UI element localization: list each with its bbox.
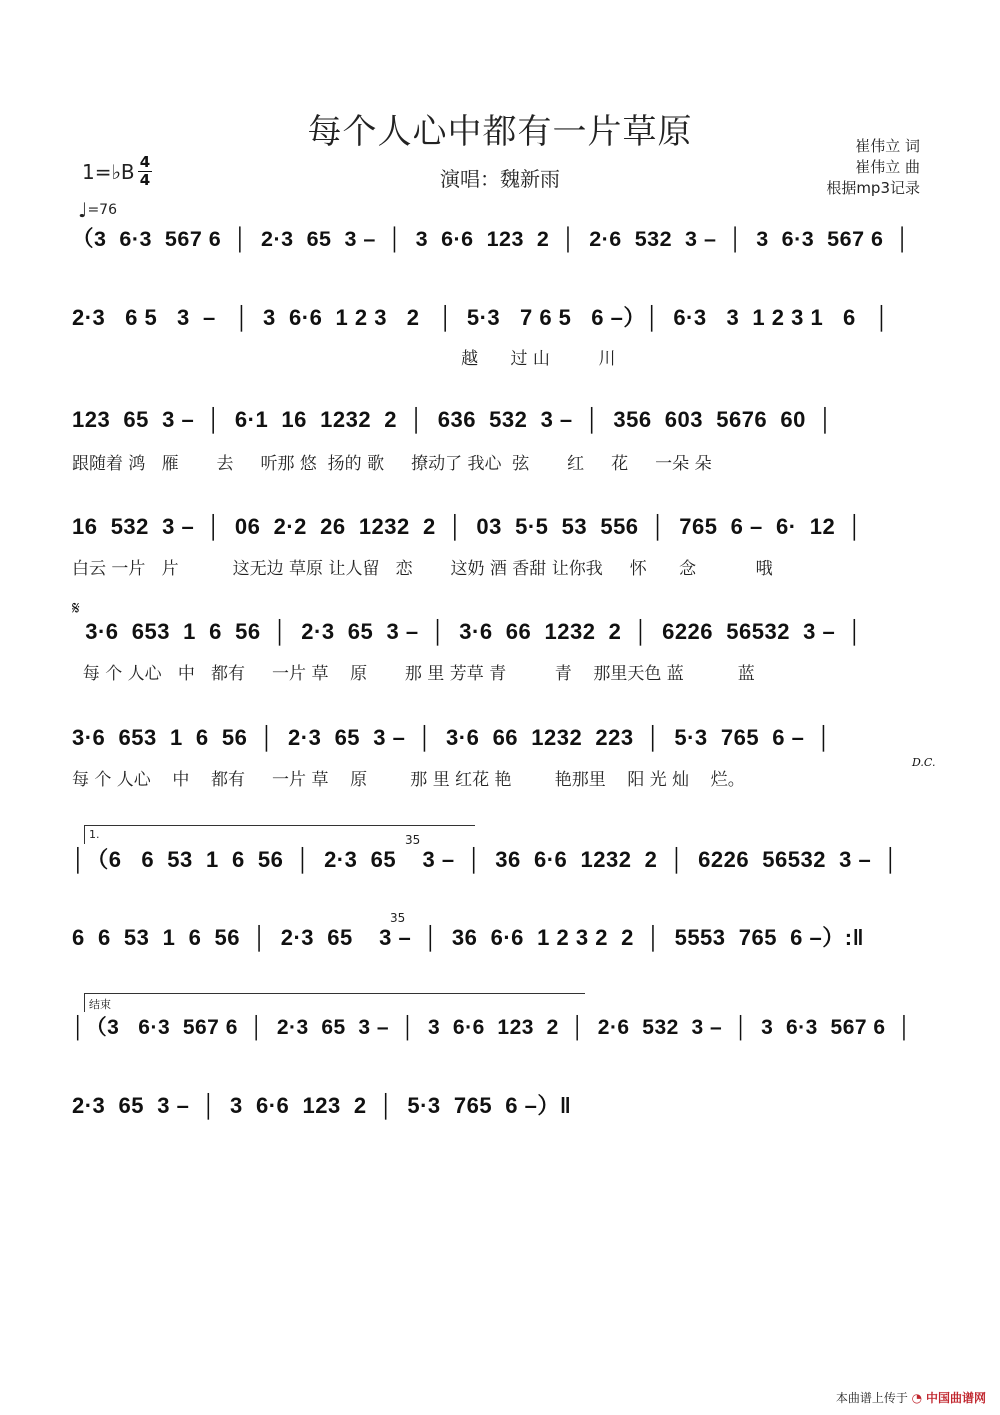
tempo-marking	[78, 198, 117, 222]
time-signature	[138, 154, 152, 188]
song-title: 每个人心中都有一片草原	[307, 112, 693, 152]
melody-line: │（3 6·3 567 6 │ 2·3 65 3 – │ 3 6·6 123 2 │ 2·6 532 3 – │ 3 6·3 567 6 │	[72, 1016, 912, 1039]
composer-credit: 崔伟立 曲	[855, 158, 920, 176]
footer-brand: 中国曲谱网	[925, 1391, 986, 1405]
ending-bracket	[84, 993, 585, 1012]
lyrics-line: 白云 一片 片 这无边 草原 让人留 恋 这奶 酒 香甜 让你我 怀 念 哦	[72, 559, 773, 579]
singer-credit: 演唱：魏新雨	[440, 167, 560, 191]
time-signature-bottom: 4	[139, 171, 151, 189]
time-signature-top: 4	[139, 153, 151, 171]
lyrics-line: 每 个 人心 中 都有 一片 草 原 那 里 芳草 青 青 那里天色 蓝 蓝	[72, 664, 755, 684]
melody-line: （3 6·3 567 6 │ 2·3 65 3 – │ 3 6·6 123 2 │ 2·6 532 3 – │ 3 6·3 567 6 │	[72, 227, 911, 251]
key-signature: 1=♭B	[82, 160, 135, 184]
lyrics-line: 每 个 人心 中 都有 一片 草 原 那 里 红花 艳 艳那里 阳 光 灿 烂。	[72, 770, 745, 790]
melody-line: 2·3 65 3 – │ 3 6·6 123 2 │ 5·3 765 6 –）‖	[72, 1093, 572, 1118]
melody-line: 3·6 653 1 6 56 │ 2·3 65 3 – │ 3·6 66 1232 223 │ 5·3 765 6 – │	[72, 725, 832, 750]
lyrics-line: 越 过 山 川	[72, 349, 616, 369]
quarter-note-icon: ♩	[78, 198, 88, 222]
dc-marking: D.C.	[912, 756, 936, 769]
segno-sign: 𝄋	[72, 598, 80, 619]
grace-note: 35	[405, 833, 421, 847]
lyricist-credit: 崔伟立 词	[855, 137, 920, 155]
transcription-source: 根据mp3记录	[826, 179, 920, 197]
melody-line: │（6 6 53 1 6 56 │ 2·3 65 3 – │ 36 6·6 1232 2 │ 6226 56532 3 – │	[72, 847, 899, 872]
tempo-value: =76	[87, 202, 117, 218]
grace-note: 35	[390, 911, 406, 925]
volta-label: 1.	[89, 828, 100, 841]
melody-line: 2·3 6 5 3 – │ 3 6·6 1 2 3 2 │ 5·3 7 6 5 6 –）│ 6·3 3 1 2 3 1 6 │	[72, 305, 890, 330]
credits-block	[826, 136, 920, 199]
melody-line: 6 6 53 1 6 56 │ 2·3 65 3 – │ 36 6·6 1 2 3 2 2 │ 5553 765 6 –）:‖	[72, 925, 865, 950]
footer-text: 本曲谱上传于	[835, 1391, 908, 1405]
melody-line: 3·6 653 1 6 56 │ 2·3 65 3 – │ 3·6 66 1232 2 │ 6226 56532 3 – │	[72, 619, 863, 644]
melody-line: 123 65 3 – │ 6·1 16 1232 2 │ 636 532 3 – │ 356 603 5676 60 │	[72, 407, 834, 432]
ending-label: 结束	[89, 998, 111, 1011]
lyrics-line: 跟随着 鸿 雁 去 听那 悠 扬的 歌 撩动了 我心 弦 红 花 一朵 朵	[72, 454, 712, 474]
footer-attribution	[836, 1389, 986, 1406]
melody-line: 16 532 3 – │ 06 2·2 26 1232 2 │ 03 5·5 53 556 │ 765 6 – 6· 12 │	[72, 514, 863, 539]
site-logo-icon: ◔	[911, 1391, 923, 1405]
